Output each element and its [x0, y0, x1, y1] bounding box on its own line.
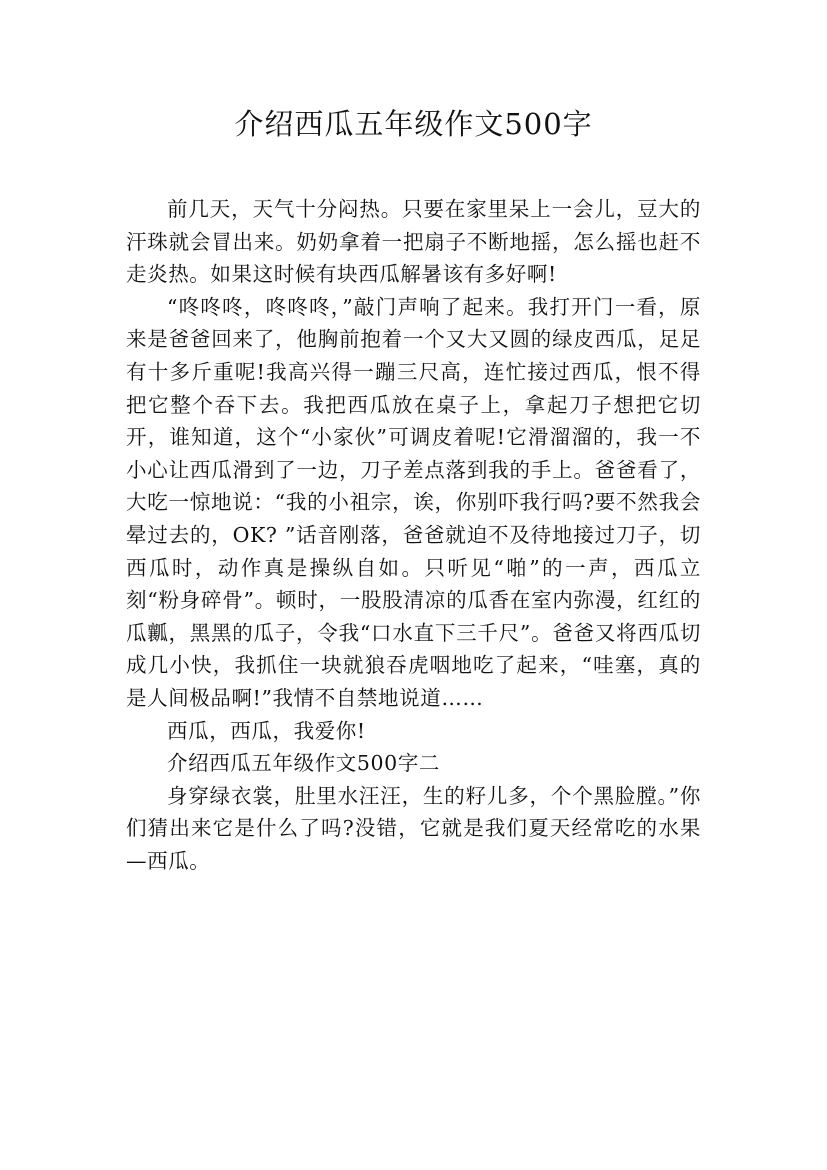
paragraph-2: “咚咚咚，咚咚咚，”敲门声响了起来。我打开门一看，原来是爸爸回来了，他胸前抱着一个又大又圆的绿皮西瓜，足足有十多斤重呢!我高兴得一蹦三尺高，连忙接过西瓜，恨不得把它整个吞下去。我把西瓜放在桌子上，拿起刀子想把它切开，谁知道，这个“小家伙”可调皮着呢!它滑溜溜的，我一不小心让西瓜滑到了一边，刀子差点落到我的手上。爸爸看了，大吃一惊地说：“我的小祖宗，诶，你别吓我行吗?要不然我会晕过去的，OK? ”话音刚落，爸爸就迫不及待地接过刀子，切西瓜时，动作真是操纵自如。只听见“啪”的一声，西瓜立刻“粉身碎骨”。顿时，一股股清凉的瓜香在室内弥漫，红红的瓜瓤，黑黑的瓜子，令我“口水直下三千尺”。爸爸又将西瓜切成几小快，我抓住一块就狼吞虎咽地吃了起来，“哇塞，真的是人间极品啊!”我情不自禁地说道……: [126, 294, 701, 710]
paragraph-4: 身穿绿衣裳，肚里水汪汪，生的籽儿多，个个黑脸膛。”你们猜出来它是什么了吗?没错，它就是我们夏天经常吃的水果—西瓜。: [126, 783, 701, 873]
document-body: [126, 193, 701, 877]
paragraph-1: 前几天，天气十分闷热。只要在家里呆上一会儿，豆大的汗珠就会冒出来。奶奶拿着一把扇子不断地摇，怎么摇也赶不走炎热。如果这时候有块西瓜解暑该有多好啊!: [126, 197, 701, 287]
paragraph-3: 西瓜，西瓜，我爱你!: [167, 718, 366, 743]
document-title: 介绍西瓜五年级作文500字: [234, 107, 593, 141]
section-heading: 介绍西瓜五年级作文500字二: [167, 751, 441, 776]
